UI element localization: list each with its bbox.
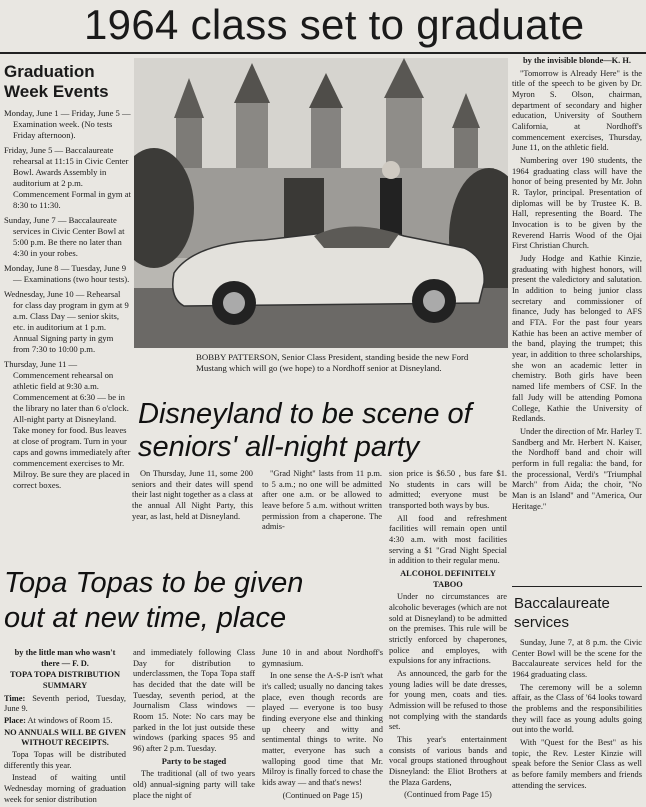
- paragraph: Instead of waiting until Wednesday morning of graduation week for senior distribution: [4, 773, 126, 804]
- bacc-headline-line1: Baccalaureate: [514, 595, 610, 612]
- headline-rule: [0, 52, 646, 54]
- time-line: [4, 694, 126, 715]
- grad-week-title-line1: Graduation: [4, 62, 95, 81]
- topa-byline-line1: by the little man who wasn't: [14, 648, 116, 657]
- alcohol-subhead-line1: ALCOHOL DEFINITELY: [400, 569, 496, 579]
- paragraph: With "Quest for the Best" as his topic, the Rev. Lester Kinzie will speak before the Senior Class as well as before family members and friends attending the services.: [512, 738, 642, 790]
- paragraph: June 10 in and about Nordhoff's gymnasium.: [262, 648, 383, 668]
- place-line: [4, 716, 126, 727]
- event-item: Friday, June 5 — Baccalaureate rehearsal at 11:15 in Civic Center Bowl. Awards Assembly in auditorium at 2 p.m. Commencement Formal in gym at 8:30 to 11:30.: [4, 145, 131, 210]
- paragraph: Under the direction of Mr. Harley T. Sandberg and Mr. Herbert N. Kaiser, the Nordhoff band and choir will perform in full regalia: the band, for the processional, Verdi's "Triumphal March" from Aida; the choir, "No Man is an Island" and "America, Our Heritage.": [512, 426, 642, 511]
- summary-title: [4, 670, 126, 691]
- paragraph: All food and refreshment facilities will remain open until 4:30 a.m. with most facilities serving a $1 "Grad Night Special in addition to their regular menu.: [389, 513, 507, 566]
- paragraph: "Grad Night" lasts from 11 p.m. to 5 a.m.; no one will be admitted after one a.m. or be allowed to leave before 5 a.m. without written permission from a chaperone. The admis-: [262, 469, 382, 532]
- topa-col2: [133, 648, 255, 803]
- alcohol-subhead-line2: TABOO: [433, 579, 463, 589]
- grad-week-title: [4, 62, 132, 102]
- disney-headline: [138, 398, 508, 464]
- disney-headline-line2: seniors' all-night party: [138, 431, 420, 463]
- paragraph: In one sense the A-S-P isn't what it's called; usually no dancing takes place, even though records are played — everyone is too busy finding everyone else and thinking up cheery and witty and sentimental things to write. No matter, everyone has such a walloping good time that Mr. Milroy is finally forced to chase the kids away — and that's news!: [262, 671, 383, 788]
- paragraph: This year's entertainment consists of various bands and vocal groups stationed throughout Disneyland: the Eliot Brothers at the Plaza Gardens,: [389, 735, 507, 787]
- place-label: Place:: [4, 716, 26, 726]
- continued-note: (Continued on Page 15): [282, 790, 363, 800]
- bacc-rule: [512, 586, 642, 587]
- disney-col2: [262, 469, 382, 535]
- paragraph: Judy Hodge and Kathie Kinzie, graduating with highest honors, will present the valedictory and salutation. In addition to being junior class secretary and commissioner of finance, Judy has belonged to AFS and FTA. For the past four years Kathie has been an active member of the band, playing the trumpet; this year, in addition to three scholarships, she won an academic letter in chemistry. Both girls have been named life members of CSF. In the fall Judy will be attending Pomona College, Kathie the University of Redlands.: [512, 254, 642, 424]
- topa-col3: [262, 648, 383, 801]
- byline: by the invisible blonde—K. H.: [523, 56, 631, 65]
- photo-caption: BOBBY PATTERSON, Senior Class President, standing beside the new Ford Mustang which will go (we hope) to a Nordhoff senior at Disneyland.: [196, 352, 469, 373]
- main-headline: 1964 class set to graduate: [84, 1, 585, 48]
- event-item: Monday, June 1 — Friday, June 5 — Examination week. (No tests Friday afternoon).: [4, 108, 131, 140]
- topa-col1: [4, 648, 126, 807]
- place-text: At windows of Room 15.: [27, 716, 113, 726]
- paragraph: Under no circumstances are alcoholic beverages (which are not sold at Disneyland) to be admitted on the premises. This rule will be strictly enforced by chaperones, police and employes, with expulsions for any infractions.: [389, 592, 507, 666]
- bacc-headline-line2: services: [514, 614, 570, 631]
- event-item: Monday, June 8 — Tuesday, June 9 — Examinations (two hour tests).: [4, 263, 130, 284]
- paragraph: Numbering over 190 students, the 1964 graduating class will have the honor of being presented by Mr. John R. Taylor, principal. Presentation of diplomas will be by Trustee K. B. Hall, representing the Board. The Invocation is to be given by the Reverend Harris Wood of the Ojai First Christian Church.: [512, 156, 642, 251]
- paragraph: sion price is $6.50 , bus fare $1. No students in cars will be admitted; everyone must be transported both ways by bus.: [389, 469, 507, 511]
- paragraph: The ceremony will be a solemn affair, as the Class of '64 looks toward the problems and the responsibilities they will face as young adults going out into the world.: [512, 682, 642, 735]
- topa-headline-line2: out at new time, place: [4, 602, 287, 634]
- summary-title-line2: SUMMARY: [42, 681, 88, 691]
- paragraph: Topa Topas will be distributed differently this year.: [4, 750, 126, 770]
- event-item: Sunday, June 7 — Baccalaureate services in Civic Center Bowl at 5:00 p.m. Be there no later than 4:30 in your robes.: [4, 215, 125, 258]
- event-item: Thursday, June 11 — Commencement rehearsal on athletic field at 9:30 a.m. Commencement at 6:30 — be in the library no later than 6 o'clock. All-night party at Disneyland. Take money for food. Bus leaves at close of program. Turn in your caps and gowns immediately after commencement exercises to Mr. Milroy. Be sure they are placed in correct boxes.: [4, 359, 131, 490]
- topa-byline: [4, 648, 126, 669]
- bacc-column: [512, 638, 642, 793]
- event-item: Wednesday, June 10 — Rehearsal for class day program in gym at 9 a.m. Class Day — senior skits, etc. in auditorium at 1 p.m. Annual Signing party in gym from 7:30 to 10:00 p.m.: [4, 289, 129, 354]
- alcohol-subhead: [389, 569, 507, 590]
- topa-byline-line2: there — F. D.: [41, 658, 89, 668]
- paragraph: and immediately following Class Day for distribution to underclassmen, the Topa Topa staff has decided that the date will be Tuesday, seventh period, at the Journalism Class windows — Room 15. Note: No cars may be parked in the lot just outside these windows (parking spaces 95 and 96) after 2 p.m. Tuesday.: [133, 648, 255, 754]
- summary-title-line1: TOPA TOPA DISTRIBUTION: [10, 670, 120, 680]
- mustang-photo: [134, 58, 508, 348]
- time-text: Seventh period, Tuesday, June 9.: [4, 693, 126, 714]
- disney-col3: [389, 469, 507, 801]
- bacc-headline: [514, 594, 644, 632]
- continued-note: (Continued from Page 15): [404, 790, 492, 800]
- paragraph: "Tomorrow is Already Here" is the title of the speech to be given by Dr. Myron S. Olson, chairman, department of secondary and higher education, University of Southern California, at Nordhoff's commencement exercises, Thursday, June 11, on the athletic field.: [512, 68, 642, 153]
- paragraph: As announced, the garb for the young ladies will be date dresses, for young men, coats and ties. Admission will be refused to those not complying with the standards set.: [389, 669, 507, 732]
- time-label: Time:: [4, 693, 26, 703]
- paragraph: Sunday, June 7, at 8 p.m. the Civic Center Bowl will be the scene for the Baccalaureate services held for the 1964 graduating class.: [512, 638, 642, 680]
- paragraph: The traditional (all of two years old) annual-signing party will take place the night of: [133, 769, 255, 800]
- topa-headline: [4, 566, 384, 636]
- disney-headline-line1: Disneyland to be scene of: [138, 398, 472, 430]
- paragraph: On Thursday, June 11, some 200 seniors and their dates will spend their last night together as a class at the annual All Night Party, this year, as last, held at Disneyland.: [132, 469, 253, 521]
- commencement-column: [512, 56, 642, 514]
- party-subhead: Party to be staged: [161, 756, 227, 766]
- no-annuals-note: NO ANNUALS WILL BE GIVEN WITHOUT RECEIPTS.: [4, 727, 126, 748]
- grad-week-section: [4, 58, 132, 495]
- topa-headline-line1: Topa Topas to be given: [4, 567, 304, 599]
- disneyland-castle-photo: [134, 58, 508, 348]
- disney-col1: [132, 469, 253, 524]
- grad-week-title-line2: Week Events: [4, 82, 109, 101]
